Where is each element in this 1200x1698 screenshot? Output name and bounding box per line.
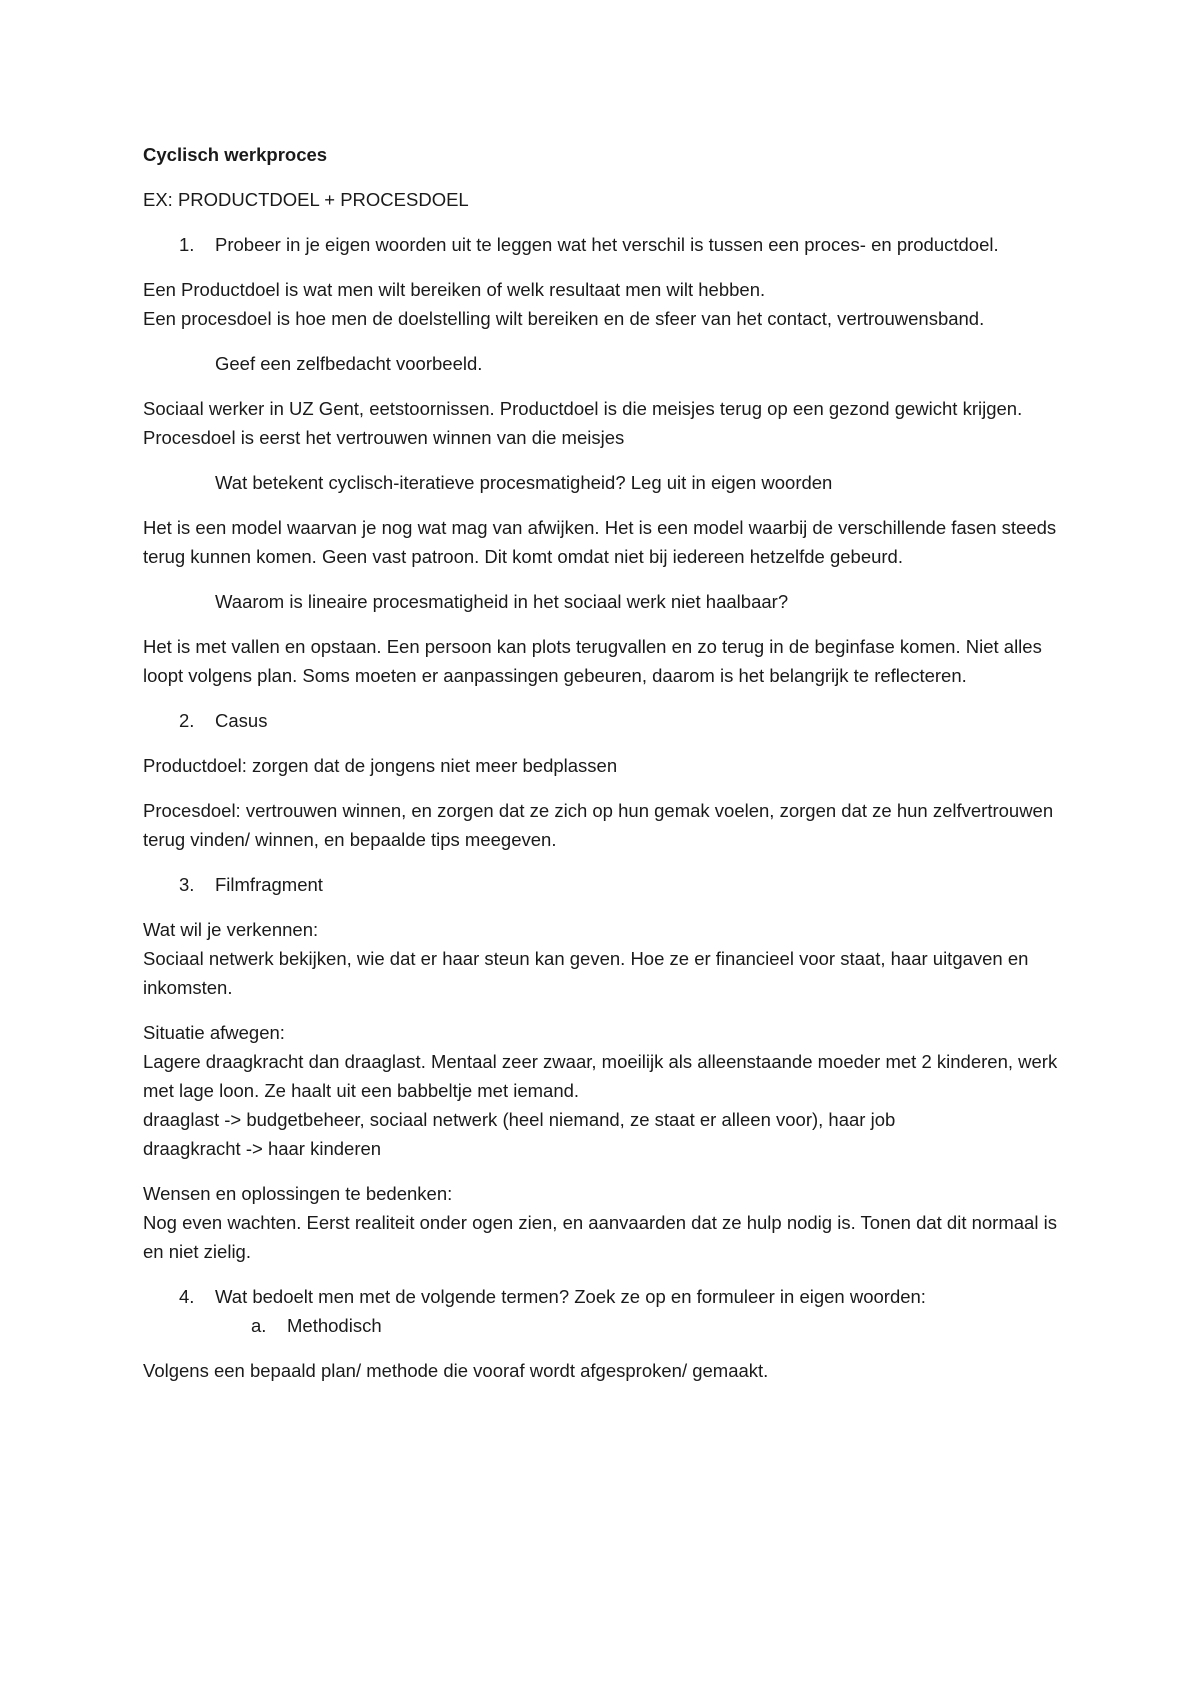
document-subtitle: EX: PRODUCTDOEL + PROCESDOEL [143,189,469,210]
question-number: 4. [179,1286,195,1307]
question-4a [143,1311,1073,1340]
sub-question: Wat betekent cyclisch-iteratieve procesmatigheid? Leg uit in eigen woorden [215,472,833,493]
question-4 [143,1282,1073,1311]
section-text: draagkracht -> haar kinderen [143,1138,382,1159]
answer-paragraph: Volgens een bepaald plan/ methode die vooraf wordt afgesproken/ gemaakt. [143,1360,769,1381]
answer-paragraph [143,275,1073,333]
question-number: 1. [179,234,195,255]
section-text: Nog even wachten. Eerst realiteit onder ogen zien, en aanvaarden dat ze hulp nodig is. Tonen dat dit normaal is en niet zielig. [143,1212,1057,1262]
answer-paragraph: Productdoel: zorgen dat de jongens niet meer bedplassen [143,755,618,776]
section-text: draaglast -> budgetbeheer, sociaal netwerk (heel niemand, ze staat er alleen voor), haar job [143,1109,896,1130]
document-page [143,140,1073,1401]
question-letter: a. [251,1315,267,1336]
question-3 [143,870,1073,899]
answer-paragraph: Het is een model waarvan je nog wat mag van afwijken. Het is een model waarbij de verschillende fasen steeds terug kunnen komen. Geen vast patroon. Dit komt omdat niet bij iedereen hetzelfde gebeurd. [143,517,1057,567]
answer-line: Een Productdoel is wat men wilt bereiken of welk resultaat men wilt hebben. [143,279,766,300]
afwegen-section [143,1018,1073,1163]
question-2 [143,706,1073,735]
answer-paragraph: Het is met vallen en opstaan. Een persoon kan plots terugvallen en zo terug in de beginfase komen. Niet alles loopt volgens plan. Soms moeten er aanpassingen gebeuren, daarom is het belangrijk te reflecteren. [143,636,1042,686]
answer-line: Een procesdoel is hoe men de doelstelling wilt bereiken en de sfeer van het contact, vertrouwensband. [143,308,985,329]
wensen-section [143,1179,1073,1266]
section-heading: Wensen en oplossingen te bedenken: [143,1183,453,1204]
section-text: Lagere draagkracht dan draaglast. Mentaal zeer zwaar, moeilijk als alleenstaande moeder met 2 kinderen, werk met lage loon. Ze haalt uit een babbeltje met iemand. [143,1051,1058,1101]
section-heading: Wat wil je verkennen: [143,919,319,940]
question-text: Wat bedoelt men met de volgende termen? Zoek ze op en formuleer in eigen woorden: [215,1286,926,1307]
question-text: Probeer in je eigen woorden uit te leggen wat het verschil is tussen een proces- en productdoel. [215,234,999,255]
verkennen-section [143,915,1073,1002]
answer-paragraph: Sociaal werker in UZ Gent, eetstoornissen. Productdoel is die meisjes terug op een gezond gewicht krijgen. Procesdoel is eerst het vertrouwen winnen van die meisjes [143,398,1023,448]
question-text: Casus [215,710,268,731]
section-text: Sociaal netwerk bekijken, wie dat er haar steun kan geven. Hoe ze er financieel voor staat, haar uitgaven en inkomsten. [143,948,1029,998]
sub-question: Waarom is lineaire procesmatigheid in het sociaal werk niet haalbaar? [215,591,789,612]
question-number: 2. [179,710,195,731]
section-heading: Situatie afwegen: [143,1022,285,1043]
question-text: Filmfragment [215,874,323,895]
document-title: Cyclisch werkproces [143,144,328,165]
answer-paragraph: Procesdoel: vertrouwen winnen, en zorgen dat ze zich op hun gemak voelen, zorgen dat ze hun zelfvertrouwen terug vinden/ winnen, en bepaalde tips meegeven. [143,800,1054,850]
question-number: 3. [179,874,195,895]
question-1 [143,230,1073,259]
question-text: Methodisch [287,1315,382,1336]
sub-question: Geef een zelfbedacht voorbeeld. [215,353,483,374]
